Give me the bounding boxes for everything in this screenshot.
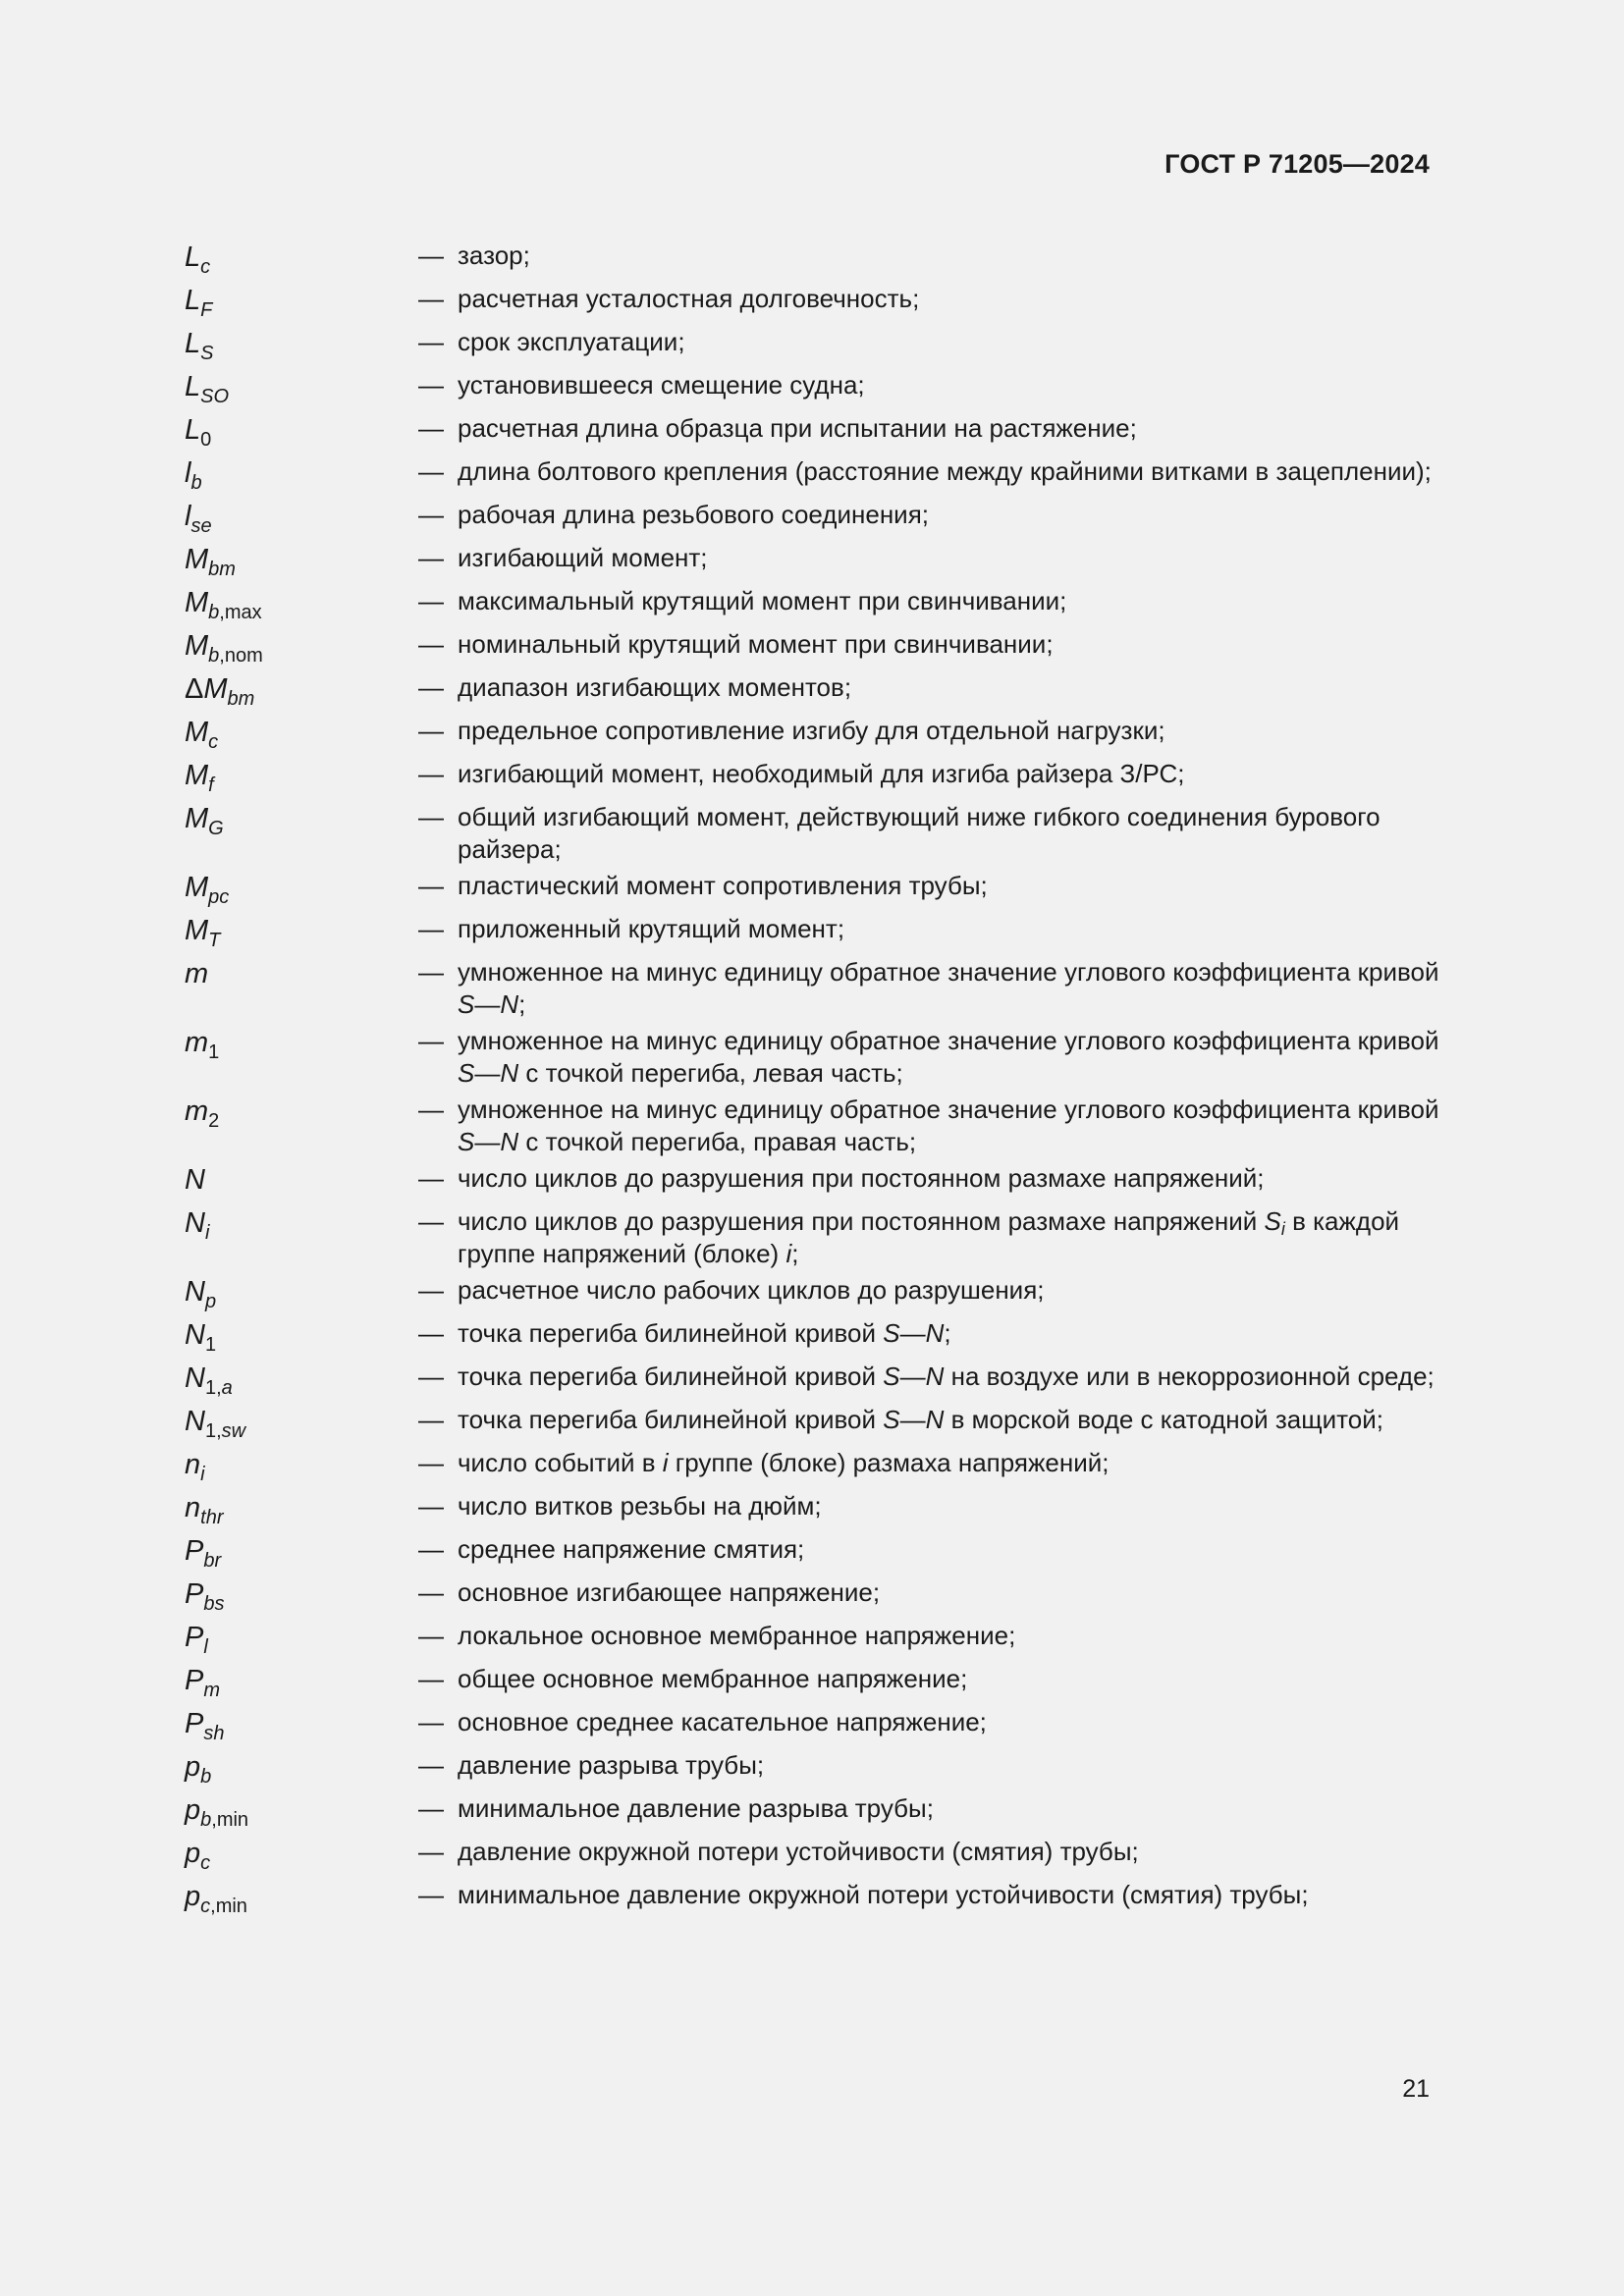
definition-symbol: $P_{bs}$	[185, 1578, 225, 1615]
definition-row	[185, 538, 1441, 581]
definition-dash: —	[418, 1026, 444, 1055]
symbol-subscript: sh	[203, 1723, 225, 1744]
definition-text: пластический момент сопротивления трубы;	[458, 871, 988, 900]
definition-row	[185, 909, 1441, 952]
symbol-subscript: bs	[203, 1593, 225, 1615]
symbol-subscript: b	[200, 1766, 212, 1788]
definition-dash: —	[418, 1621, 444, 1650]
definition-row	[185, 1270, 1441, 1313]
definition-symbol: $P_m$	[185, 1665, 221, 1701]
definition-symbol: $N_i$	[185, 1207, 210, 1244]
definition-row	[185, 1529, 1441, 1573]
definition-dash: —	[418, 1163, 444, 1193]
definition-dash: —	[418, 370, 444, 400]
symbol-subscript: 1,a	[204, 1377, 233, 1399]
definition-dash: —	[418, 1318, 444, 1348]
definition-row	[185, 581, 1441, 624]
definition-symbol: $L_F$	[185, 285, 213, 321]
definition-symbol: $L_c$	[185, 241, 211, 278]
definition-symbol: $m_1$	[185, 1027, 220, 1063]
symbol-subscript: 0	[200, 429, 212, 451]
definition-symbol: $L_{SO}$	[185, 371, 230, 407]
definition-symbol: $p_c$	[185, 1838, 211, 1874]
definition-text: точка перегиба билинейной кривой S—N в морской воде с катодной защитой;	[458, 1405, 1383, 1434]
definition-dash: —	[418, 1880, 444, 1909]
symbol-subscript: T	[208, 930, 221, 951]
definition-text: среднее напряжение смятия;	[458, 1534, 805, 1564]
page-header: ГОСТ Р 71205—2024	[1164, 149, 1430, 179]
definition-text: общее основное мембранное напряжение;	[458, 1664, 968, 1693]
definitions-list	[185, 236, 1441, 1918]
definition-text: основное среднее касательное напряжение;	[458, 1707, 987, 1736]
symbol-subscript: f	[208, 774, 214, 796]
definition-row	[185, 1832, 1441, 1875]
definition-row	[185, 1400, 1441, 1443]
definition-row	[185, 1486, 1441, 1529]
definition-symbol: $M_c$	[185, 717, 219, 753]
definition-dash: —	[418, 240, 444, 270]
definition-dash: —	[418, 1707, 444, 1736]
definition-dash: —	[418, 672, 444, 702]
definition-dash: —	[418, 1275, 444, 1305]
definition-row	[185, 1090, 1441, 1158]
definition-dash: —	[418, 1405, 444, 1434]
definition-row	[185, 365, 1441, 408]
definition-text: расчетная усталостная долговечность;	[458, 284, 920, 313]
definition-symbol: $n_{thr}$	[185, 1492, 224, 1528]
definition-row	[185, 1875, 1441, 1918]
definition-dash: —	[418, 1534, 444, 1564]
definition-row	[185, 624, 1441, 667]
definition-symbol: $n_i$	[185, 1449, 205, 1485]
definition-row	[185, 754, 1441, 797]
definition-symbol: m	[185, 958, 209, 989]
definition-row	[185, 711, 1441, 754]
definition-text: давление окружной потери устойчивости (смятия) трубы;	[458, 1837, 1139, 1866]
symbol-subscript: 1,sw	[204, 1420, 246, 1442]
definition-row	[185, 1357, 1441, 1400]
definition-dash: —	[418, 413, 444, 443]
definition-row	[185, 866, 1441, 909]
definition-text: умноженное на минус единицу обратное значение углового коэффициента кривой S—N;	[458, 957, 1439, 1019]
symbol-subscript: p	[204, 1291, 217, 1312]
definition-text: умноженное на минус единицу обратное значение углового коэффициента кривой S—N с точкой перегиба, левая часть;	[458, 1026, 1439, 1088]
definition-symbol: $p_{b,min}$	[185, 1794, 249, 1831]
definition-text: номинальный крутящий момент при свинчивании;	[458, 629, 1054, 659]
definition-dash: —	[418, 1793, 444, 1823]
definition-dash: —	[418, 284, 444, 313]
definition-symbol: $\Delta M_{bm}$	[185, 673, 255, 710]
symbol-subscript: b,min	[200, 1809, 249, 1831]
definition-text: расчетная длина образца при испытании на растяжение;	[458, 413, 1137, 443]
symbol-subscript: SO	[200, 386, 230, 407]
definition-dash: —	[418, 957, 444, 987]
definition-row	[185, 322, 1441, 365]
definition-symbol: $P_{sh}$	[185, 1708, 225, 1744]
definition-text: рабочая длина резьбового соединения;	[458, 500, 929, 529]
symbol-subscript: G	[208, 818, 224, 839]
definition-text: число циклов до разрушения при постоянном размахе напряжений;	[458, 1163, 1265, 1193]
definition-text: точка перегиба билинейной кривой S—N на воздухе или в некоррозионной среде;	[458, 1362, 1435, 1391]
definition-symbol: $P_l$	[185, 1622, 208, 1658]
definition-text: длина болтового крепления (расстояние между крайними витками в зацеплении);	[458, 456, 1432, 486]
symbol-subscript: pc	[208, 886, 230, 908]
definition-text: минимальное давление разрыва трубы;	[458, 1793, 934, 1823]
definition-symbol: $p_{c,min}$	[185, 1881, 247, 1917]
definition-symbol: $M_T$	[185, 915, 221, 951]
definition-symbol: $l_{se}$	[185, 501, 212, 537]
definition-symbol: $N_{1,sw}$	[185, 1406, 246, 1442]
definition-row	[185, 236, 1441, 279]
definition-dash: —	[418, 802, 444, 831]
definition-dash: —	[418, 456, 444, 486]
definition-symbol: N	[185, 1164, 205, 1196]
symbol-subscript: se	[190, 515, 212, 537]
definition-dash: —	[418, 500, 444, 529]
symbol-subscript: m	[203, 1680, 221, 1701]
definition-text: минимальное давление окружной потери устойчивости (смятия) трубы;	[458, 1880, 1309, 1909]
definition-text: давление разрыва трубы;	[458, 1750, 765, 1780]
definition-text: число витков резьбы на дюйм;	[458, 1491, 822, 1521]
symbol-subscript: 1	[208, 1041, 220, 1063]
definition-dash: —	[418, 327, 444, 356]
symbol-subscript: thr	[200, 1507, 224, 1528]
definition-text: установившееся смещение судна;	[458, 370, 865, 400]
definition-row	[185, 1201, 1441, 1270]
definition-dash: —	[418, 871, 444, 900]
definition-text: расчетное число рабочих циклов до разрушения;	[458, 1275, 1045, 1305]
definition-symbol: $M_{pc}$	[185, 872, 230, 908]
definition-row	[185, 452, 1441, 495]
definition-symbol: $M_{b,nom}$	[185, 630, 263, 667]
definition-dash: —	[418, 629, 444, 659]
definition-row	[185, 952, 1441, 1021]
definition-text: число циклов до разрушения при постоянном размахе напряжений $S_i$ в каждой группе напряжений (блоке) i;	[458, 1206, 1400, 1268]
definition-text: основное изгибающее напряжение;	[458, 1577, 881, 1607]
symbol-subscript: bm	[227, 688, 255, 710]
definition-dash: —	[418, 1206, 444, 1236]
definition-dash: —	[418, 1577, 444, 1607]
definition-row	[185, 1573, 1441, 1616]
definition-symbol: $M_{bm}$	[185, 544, 236, 580]
definition-row	[185, 1443, 1441, 1486]
definition-text: точка перегиба билинейной кривой S—N;	[458, 1318, 951, 1348]
definition-symbol: $P_{br}$	[185, 1535, 222, 1572]
symbol-subscript: b,nom	[208, 645, 263, 667]
definition-text: изгибающий момент, необходимый для изгиба райзера З/РС;	[458, 759, 1185, 788]
symbol-subscript: c	[200, 256, 211, 278]
definition-row	[185, 1616, 1441, 1659]
definition-symbol: $l_b$	[185, 457, 202, 494]
symbol-subscript: F	[200, 299, 213, 321]
definition-dash: —	[418, 914, 444, 943]
definition-dash: —	[418, 759, 444, 788]
definition-symbol: $m_2$	[185, 1095, 220, 1132]
definition-row	[185, 667, 1441, 711]
definition-text: общий изгибающий момент, действующий ниже гибкого соединения бурового райзера;	[458, 802, 1380, 864]
definition-symbol: $M_G$	[185, 803, 224, 839]
symbol-subscript: bm	[208, 559, 236, 580]
symbol-subscript: b	[190, 472, 202, 494]
symbol-subscript: b,max	[208, 602, 262, 623]
definition-row	[185, 1659, 1441, 1702]
symbol-subscript: c	[200, 1852, 211, 1874]
definition-text: срок эксплуатации;	[458, 327, 685, 356]
symbol-subscript: c,min	[200, 1896, 247, 1917]
definition-symbol: $N_1$	[185, 1319, 217, 1356]
definition-text: зазор;	[458, 240, 530, 270]
definition-text: умноженное на минус единицу обратное значение углового коэффициента кривой S—N с точкой перегиба, правая часть;	[458, 1095, 1439, 1156]
definition-text: предельное сопротивление изгибу для отдельной нагрузки;	[458, 716, 1165, 745]
definition-dash: —	[418, 1837, 444, 1866]
definition-row	[185, 797, 1441, 866]
definition-row	[185, 1745, 1441, 1789]
definition-dash: —	[418, 1448, 444, 1477]
definition-text: изгибающий момент;	[458, 543, 708, 572]
definition-row	[185, 1313, 1441, 1357]
definition-dash: —	[418, 1750, 444, 1780]
definition-symbol: $N_p$	[185, 1276, 217, 1312]
definition-symbol: $N_{1,a}$	[185, 1362, 233, 1399]
symbol-subscript: c	[208, 731, 219, 753]
symbol-subscript: br	[203, 1550, 222, 1572]
definition-dash: —	[418, 1095, 444, 1124]
definition-dash: —	[418, 586, 444, 615]
definition-symbol: $M_f$	[185, 760, 214, 796]
definition-text: локальное основное мембранное напряжение;	[458, 1621, 1016, 1650]
definition-row	[185, 279, 1441, 322]
definition-text: число событий в i группе (блоке) размаха напряжений;	[458, 1448, 1110, 1477]
symbol-subscript: 2	[208, 1110, 220, 1132]
definition-dash: —	[418, 1491, 444, 1521]
definition-row	[185, 408, 1441, 452]
definition-text: максимальный крутящий момент при свинчивании;	[458, 586, 1067, 615]
definition-row	[185, 1158, 1441, 1201]
definition-symbol: $p_b$	[185, 1751, 212, 1788]
symbol-subscript: i	[204, 1222, 210, 1244]
symbol-subscript: 1	[204, 1334, 217, 1356]
symbol-subscript: S	[200, 343, 214, 364]
definition-row	[185, 495, 1441, 538]
definition-row	[185, 1702, 1441, 1745]
symbol-subscript: i	[200, 1464, 205, 1485]
definition-text: диапазон изгибающих моментов;	[458, 672, 852, 702]
definition-symbol: $L_0$	[185, 414, 212, 451]
definition-text: приложенный крутящий момент;	[458, 914, 845, 943]
definition-row	[185, 1021, 1441, 1090]
symbol-subscript: l	[203, 1636, 208, 1658]
definition-dash: —	[418, 1362, 444, 1391]
definition-symbol: $L_S$	[185, 328, 214, 364]
definition-dash: —	[418, 716, 444, 745]
definition-row	[185, 1789, 1441, 1832]
definition-dash: —	[418, 543, 444, 572]
page-number: 21	[1402, 2075, 1430, 2103]
definition-symbol: $M_{b,max}$	[185, 587, 262, 623]
definition-dash: —	[418, 1664, 444, 1693]
